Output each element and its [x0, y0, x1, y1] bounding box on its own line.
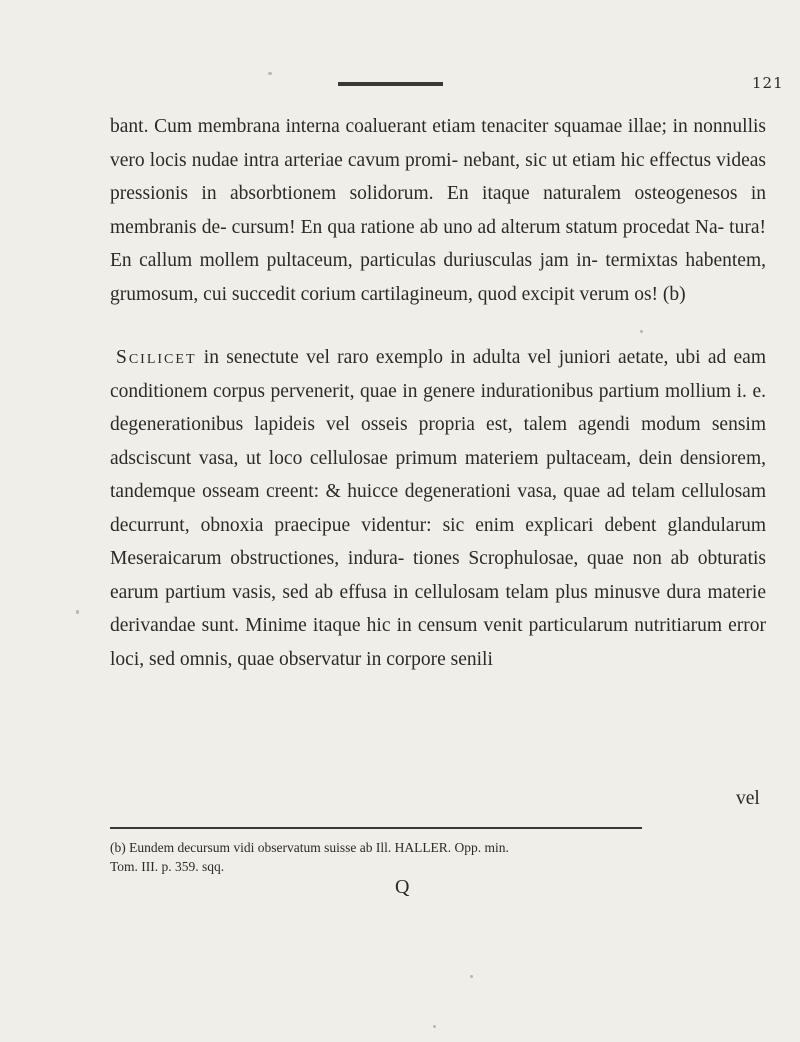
signature-mark: Q: [395, 876, 410, 898]
paragraph-1: bant. Cum membrana interna coaluerant etiam tenaciter squamae illae; in nonnullis vero locis nudae intra arteriae cavum promi- nebant, sic ut etiam hic effectus videas pressionis in absorbtionem solidorum. En itaque naturalem osteogenesos in membranis de- cursum! En qua ratione ab uno ad alterum statum procedat Na- tura! En callum mollem pultaceum, particulas duriusculas jam in- termixtas habentem, grumosum, cui succedit corium cartilagineum, quod excipit verum os! (b): [110, 116, 766, 305]
paper-speck: [433, 1025, 436, 1028]
paragraph-2-text: in senectute vel raro exemplo in adulta vel juniori aetate, ubi ad eam conditionem corpus pervenerit, quae in genere indurationibus partium mollium i. e. degenerationibus lapideis vel osseis propria est, talem agendi modum sensim adsciscunt vasa, ut loco cellulosae primum materiem pultaceam, dein densiorem, tandemque osseam creent: & huicce degenerationi vasa, quae ad telam cellulosam decurrunt, obnoxia praecipue videntur: sic enim explicari debent glandularum Meseraicarum obstructiones, indura- tiones Scrophulosae, quae non ab obturatis earum partium vasis, sed ab effusa in cellulosam telam plus minusve dura materie derivandae sunt. Minime itaque hic in censum venit particularum nutritiarum error loci, sed omnis, quae observatur in corpore senili: [110, 347, 766, 670]
paper-speck: [470, 975, 473, 978]
footnote-line-2: Tom. III. p. 359. sqq.: [110, 859, 225, 874]
paper-speck: [76, 610, 79, 614]
body-text: [110, 110, 766, 676]
page-number: 121: [752, 74, 784, 92]
footnote-rule: [110, 827, 642, 829]
footnote: [110, 838, 750, 876]
paragraph-2-lead: Scilicet: [116, 347, 197, 368]
catchword: vel: [736, 788, 760, 809]
paper-speck: [640, 330, 643, 333]
header-rule: [338, 82, 443, 86]
paper-speck: [268, 72, 272, 75]
paragraph-2: [110, 341, 766, 676]
footnote-line-1: (b) Eundem decursum vidi observatum suisse ab Ill. HALLER. Opp. min.: [110, 840, 509, 855]
